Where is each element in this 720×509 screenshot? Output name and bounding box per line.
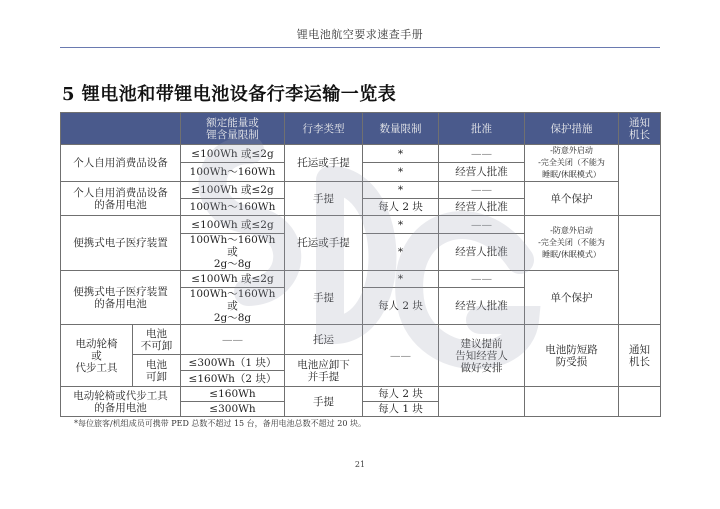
sub-item-cell: 电池 可卸 — [133, 355, 181, 387]
protection-cell: 电池防短路 防受损 — [525, 325, 619, 387]
baggage-type-cell: 电池应卸下 并手提 — [285, 355, 363, 387]
approval-cell: —— — [439, 216, 525, 234]
approval-cell: 经营人批准 — [439, 288, 525, 325]
capacity-cell: ≤100Wh 或≤2g — [181, 145, 285, 163]
table-row — [61, 325, 661, 355]
table-header-row — [61, 113, 661, 145]
header-baggage-type: 行李类型 — [285, 113, 363, 145]
baggage-type-cell: 托运或手提 — [285, 216, 363, 271]
quantity-cell: * — [363, 145, 439, 163]
item-cell: 电动轮椅 或 代步工具 — [61, 325, 133, 387]
baggage-type-cell: 手提 — [285, 387, 363, 417]
table-row — [61, 145, 661, 163]
approval-cell: 经营人批准 — [439, 199, 525, 216]
item-cell: 便携式电子医疗装置 的备用电池 — [61, 271, 181, 325]
notify-cell — [619, 387, 661, 417]
battery-transport-table — [60, 112, 661, 417]
quantity-cell: * — [363, 163, 439, 182]
capacity-cell: ≤300Wh（1 块） — [181, 355, 285, 371]
item-cell: 个人自用消费品设备 — [61, 145, 181, 182]
quantity-cell: 每人 2 块 — [363, 199, 439, 216]
footnote: *每位旅客/机组成员可携带 PED 总数不超过 15 台，备用电池总数不超过 20 块。 — [74, 419, 366, 428]
item-cell: 电动轮椅或代步工具 的备用电池 — [61, 387, 181, 417]
quantity-cell: 每人 1 块 — [363, 402, 439, 417]
capacity-cell: —— — [181, 325, 285, 355]
approval-cell: 经营人批准 — [439, 234, 525, 271]
capacity-cell: 100Wh～160Wh — [181, 199, 285, 216]
approval-cell: 经营人批准 — [439, 163, 525, 182]
baggage-type-cell: 托运 — [285, 325, 363, 355]
table-row — [61, 216, 661, 234]
capacity-cell: ≤160Wh（2 块） — [181, 371, 285, 387]
capacity-cell: ≤160Wh — [181, 387, 285, 402]
sub-item-cell: 电池 不可卸 — [133, 325, 181, 355]
table-row — [61, 182, 661, 199]
baggage-type-cell: 手提 — [285, 182, 363, 216]
capacity-cell: 100Wh～160Wh 或 2g～8g — [181, 234, 285, 271]
header-protection: 保护措施 — [525, 113, 619, 145]
protection-cell — [525, 387, 619, 417]
quantity-cell: —— — [363, 325, 439, 387]
approval-cell: 建议提前 告知经营人 做好安排 — [439, 325, 525, 387]
header-approval: 批准 — [439, 113, 525, 145]
header-rule — [60, 47, 660, 48]
notify-cell: 通知 机长 — [619, 325, 661, 387]
approval-cell — [439, 387, 525, 417]
quantity-cell: 每人 2 块 — [363, 288, 439, 325]
header-notify: 通知 机长 — [619, 113, 661, 145]
notify-cell — [619, 216, 661, 325]
protection-cell: 单个保护 — [525, 271, 619, 325]
section-title: 5 锂电池和带锂电池设备行李运输一览表 — [62, 84, 397, 105]
quantity-cell: * — [363, 234, 439, 271]
capacity-cell: ≤100Wh 或≤2g — [181, 271, 285, 288]
header-blank — [61, 113, 181, 145]
page-number: 21 — [354, 460, 366, 469]
header-quantity: 数量限制 — [363, 113, 439, 145]
approval-cell: —— — [439, 271, 525, 288]
capacity-cell: ≤100Wh 或≤2g — [181, 216, 285, 234]
table-row — [61, 271, 661, 288]
approval-cell: —— — [439, 182, 525, 199]
protection-cell: -防意外启动 -完全关闭（不能为 睡眠/休眠模式） — [525, 216, 619, 271]
capacity-cell: ≤100Wh 或≤2g — [181, 182, 285, 199]
protection-cell: -防意外启动 -完全关闭（不能为 睡眠/休眠模式） — [525, 145, 619, 182]
capacity-cell: ≤300Wh — [181, 402, 285, 417]
baggage-type-cell: 手提 — [285, 271, 363, 325]
quantity-cell: * — [363, 216, 439, 234]
capacity-cell: 100Wh～160Wh 或 2g～8g — [181, 288, 285, 325]
item-cell: 便携式电子医疗装置 — [61, 216, 181, 271]
quantity-cell: * — [363, 182, 439, 199]
running-header: 锂电池航空要求速查手册 — [296, 28, 424, 41]
quantity-cell: * — [363, 271, 439, 288]
notify-cell — [619, 145, 661, 216]
approval-cell: —— — [439, 145, 525, 163]
quantity-cell: 每人 2 块 — [363, 387, 439, 402]
protection-cell: 单个保护 — [525, 182, 619, 216]
header-capacity: 额定能量或 锂含量限制 — [181, 113, 285, 145]
item-cell: 个人自用消费品设备 的备用电池 — [61, 182, 181, 216]
baggage-type-cell: 托运或手提 — [285, 145, 363, 182]
capacity-cell: 100Wh～160Wh — [181, 163, 285, 182]
table-row — [61, 387, 661, 402]
